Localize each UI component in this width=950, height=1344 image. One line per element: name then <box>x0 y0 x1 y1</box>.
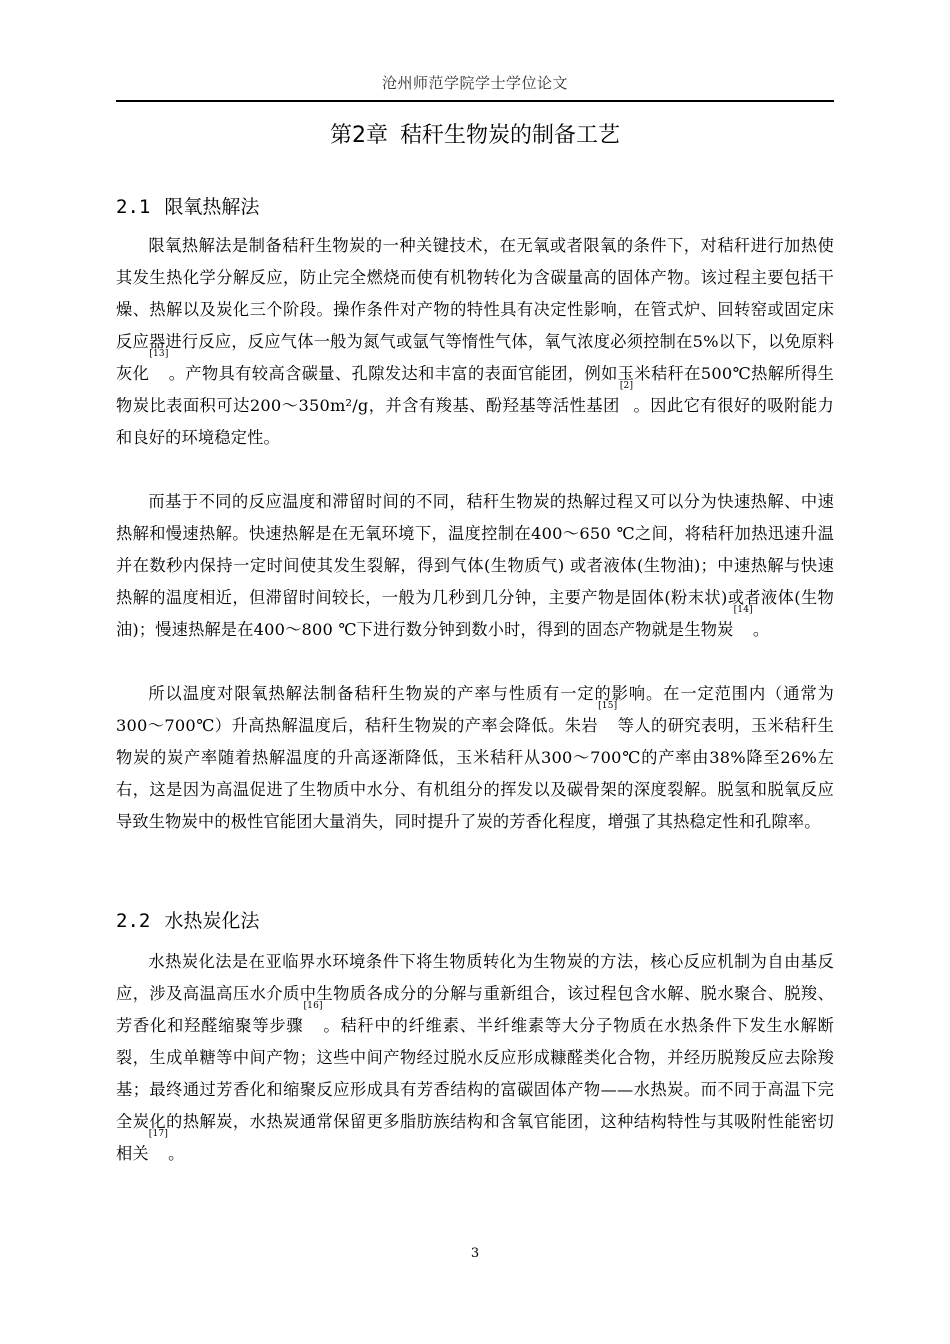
paragraph <box>116 678 834 838</box>
page-number: 3 <box>470 1246 480 1261</box>
citation: [16] <box>303 1001 323 1011</box>
section-heading <box>116 192 259 219</box>
text-run: 。秸秆中的纤维素、半纤维素等大分子物质在水热条件下发生水解断裂，生成单糖等中间产物；这些中间产物经过脱水反应形成糠醛类化合物，并经历脱羧反应去除羧基；最终通过芳香化和缩聚反应形成具有芳香结构的富碳固体产物——水热炭。而不同于高温下完全炭化的热解炭，水热炭通常保留更多脂肪族结构和含氧官能团，这种结构特性与其吸附性能密切相关 <box>116 1016 835 1163</box>
citation: [13] <box>149 349 169 359</box>
section-number: 2.1 <box>116 196 151 218</box>
paragraph <box>116 946 834 1170</box>
section-heading <box>116 906 259 933</box>
text-run: 所以温度对限氧热解法制备秸秆生物炭的产率与性质有一定的影响。在一定范围内（通常为300～700℃）升高热解温度后，秸秆生物炭的产率会降低。朱岩 <box>116 684 834 735</box>
chapter-title: 秸秆生物炭的制备工艺 <box>399 123 620 148</box>
section-title: 水热炭化法 <box>164 910 260 932</box>
text-run: 。 <box>168 1144 185 1163</box>
paragraph <box>116 230 834 454</box>
running-header: 沧州师范学院学士学位论文 <box>381 74 568 92</box>
header-rule <box>116 100 834 102</box>
paragraph <box>116 486 834 646</box>
text-run: 等人的研究表明，玉米秸秆生物炭的炭产率随着热解温度的升高逐渐降低，玉米秸秆从300～700℃的产率由38%降至26%左右，这是因为高温促进了生物质中水分、有机组分的挥发以及碳骨架的深度裂解。脱氢和脱氧反应导致生物炭中的极性官能团大量消失，同时提升了炭的芳香化程度，增强了其热稳定性和孔隙率。 <box>116 716 834 831</box>
chapter-heading <box>116 118 834 149</box>
text-run: 而基于不同的反应温度和滞留时间的不同，秸秆生物炭的热解过程又可以分为快速热解、中速热解和慢速热解。快速热解是在无氧环境下，温度控制在400～650 ℃之间，将秸秆加热迅速升温并在数秒内保持一定时间使其发生裂解，得到气体(生物质气) 或者液体(生物油)；中速热解与快速热解的温度相近，但滞留时间较长，一般为几秒到几分钟，主要产物是固体(粉末状)或者液体(生物油)；慢速热解是在400～800 ℃下进行数分钟到数小时，得到的固态产物就是生物炭 <box>116 492 834 639</box>
text-run: 水热炭化法是在亚临界水环境条件下将生物质转化为生物炭的方法，核心反应机制为自由基反应，涉及高温高压水介质中生物质各成分的分解与重新组合，该过程包含水解、脱水聚合、脱羧、芳香化和羟醛缩聚等步骤 <box>116 952 834 1035</box>
text-run: 。 <box>752 620 770 639</box>
citation: [15] <box>598 701 618 711</box>
section-title: 限氧热解法 <box>164 196 260 218</box>
text-run: 限氧热解法是制备秸秆生物炭的一种关键技术，在无氧或者限氧的条件下，对秸秆进行加热使其发生热化学分解反应，防止完全燃烧而使有机物转化为含碳量高的固体产物。该过程主要包括干燥、热解以及炭化三个阶段。操作条件对产物的特性具有决定性影响，在管式炉、回转窑或固定床反应器进行反应，反应气体一般为氮气或氩气等惰性气体，氧气浓度必须控制在5%以下，以免原料灰化 <box>116 236 834 383</box>
citation: [14] <box>733 605 753 615</box>
section-number: 2.2 <box>116 910 151 932</box>
citation: [2] <box>619 381 634 391</box>
text-run: 。因此它有很好的吸附能力和良好的环境稳定性。 <box>116 396 835 447</box>
text-run: 。产物具有较高含碳量、孔隙发达和丰富的表面官能团，例如玉米秸秆在500℃热解所得生物炭比表面积可达200～350m²/g，并含有羧基、酚羟基等活性基团 <box>116 364 835 415</box>
citation: [17] <box>148 1129 169 1139</box>
chapter-number: 第2章 <box>329 123 388 148</box>
